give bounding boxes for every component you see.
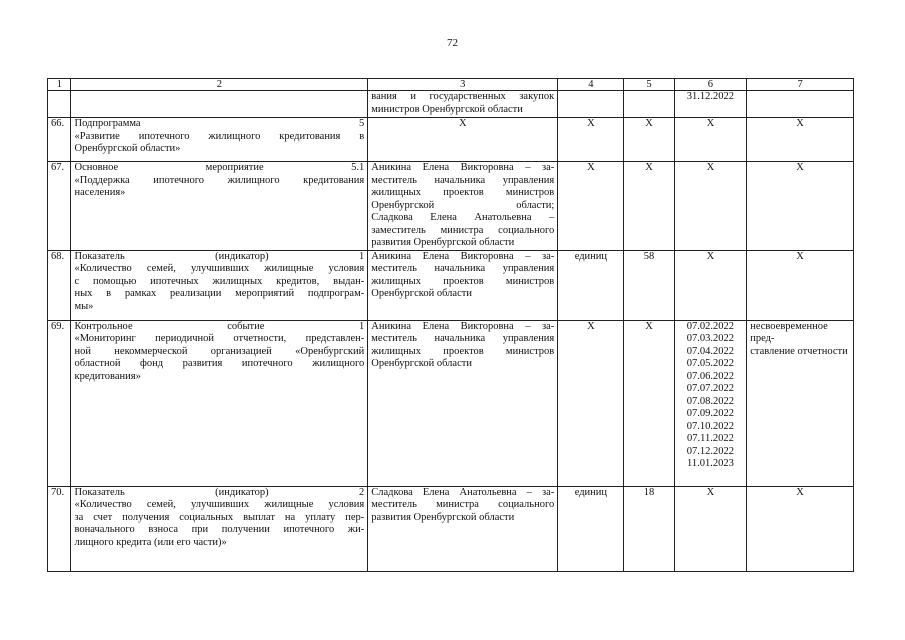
cell-line: 07.08.2022	[686, 395, 735, 407]
row-number: 68.	[48, 250, 71, 320]
dates	[674, 118, 747, 162]
cell-line: вания и государственных закупок	[371, 91, 555, 102]
value: X	[624, 118, 674, 162]
table-row	[48, 486, 854, 571]
cell-line: лищного кредита (или его части)»	[74, 536, 227, 548]
cell-line: X	[706, 250, 715, 262]
row-number: 70.	[48, 486, 71, 571]
cell-line: Сладкова Елена Анатольевна –	[371, 212, 555, 223]
unit: единиц	[558, 486, 624, 571]
cell-line: X	[706, 486, 715, 498]
cell-line: X	[706, 162, 715, 173]
cell-line: Показатель (индикатор) 1	[74, 250, 365, 262]
responsible	[368, 320, 558, 486]
cell-line: кредитования»	[74, 370, 141, 382]
cell-line: 07.12.2022	[686, 445, 735, 457]
responsible	[368, 91, 558, 118]
cell-line: с помощью ипотечных жилищных кредитов, выдан-	[74, 275, 365, 287]
cell-line: 11.01.2023	[686, 458, 734, 469]
row-number: 69.	[48, 320, 71, 486]
cell-line: 07.11.2022	[686, 433, 734, 444]
cell-line: «Количество семей, улучшивших жилищные условия	[74, 263, 365, 274]
table-body	[48, 91, 854, 572]
item-name	[71, 91, 368, 118]
cell-line: ных в рамках реализации мероприятий подпрограм-	[74, 288, 365, 299]
dates	[674, 250, 747, 320]
cell-line: заместитель министра социального	[371, 224, 555, 236]
cell-line: министров Оренбургской области	[371, 103, 523, 115]
cell-line: 07.10.2022	[686, 420, 735, 432]
cell-line: населения»	[74, 187, 126, 198]
cell-line: Аникина Елена Викторовна – за-	[371, 250, 555, 262]
cell-line: X	[796, 250, 804, 262]
cell-line: 07.06.2022	[686, 370, 735, 382]
cell-line: областной фонд развития ипотечного жилищного	[74, 358, 365, 369]
cell-line: Аникина Елена Викторовна – за-	[371, 162, 555, 173]
cell-line: развития Оренбургской области	[371, 511, 515, 523]
header-row	[48, 79, 854, 91]
risk	[747, 162, 854, 251]
cell-line: ставление отчетности	[750, 345, 848, 357]
item-name	[71, 162, 368, 251]
cell-line: «Поддержка ипотечного жилищного кредитования	[74, 174, 365, 186]
dates	[674, 91, 747, 118]
cell-line: Оренбургской области»	[74, 143, 181, 154]
cell-line: Аникина Елена Викторовна – за-	[371, 320, 555, 332]
cell-line: Контрольное событие 1	[74, 320, 365, 332]
cell-line: 07.05.2022	[686, 358, 735, 369]
plan-table	[47, 78, 854, 572]
row-number: 67.	[48, 162, 71, 251]
table-row	[48, 320, 854, 486]
row-number	[48, 91, 71, 118]
value: X	[624, 320, 674, 486]
unit: X	[558, 162, 624, 251]
cell-line: X	[796, 118, 804, 129]
value: X	[624, 162, 674, 251]
cell-line: ной некоммерческой организацией «Оренбургский	[74, 345, 365, 357]
header-col-1: 1	[48, 79, 71, 91]
cell-line: X	[458, 118, 467, 129]
cell-line: 07.02.2022	[686, 320, 735, 332]
value	[624, 91, 674, 118]
cell-line: Подпрограмма 5	[74, 118, 365, 129]
cell-line: 07.04.2022	[686, 345, 735, 357]
cell-line: Оренбургской области;	[371, 199, 555, 211]
cell-line: X	[706, 118, 715, 129]
item-name	[71, 250, 368, 320]
dates	[674, 162, 747, 251]
header-col-3: 3	[368, 79, 558, 91]
cell-line: меститель начальника управления	[371, 263, 555, 274]
responsible	[368, 118, 558, 162]
cell-line: 31.12.2022	[686, 91, 735, 102]
dates	[674, 486, 747, 571]
cell-line: Показатель (индикатор) 2	[74, 486, 365, 498]
cell-line: меститель начальника управления	[371, 174, 555, 186]
responsible	[368, 486, 558, 571]
cell-line: Оренбургской области	[371, 288, 472, 299]
cell-line: мы»	[74, 300, 94, 312]
dates	[674, 320, 747, 486]
table-row	[48, 118, 854, 162]
responsible	[368, 162, 558, 251]
cell-line: меститель министра социального	[371, 499, 555, 510]
row-number: 66.	[48, 118, 71, 162]
cell-line: за счет получения социальных выплат на уплату пер-	[74, 511, 365, 523]
header-col-2: 2	[71, 79, 368, 91]
unit: X	[558, 118, 624, 162]
cell-line: Сладкова Елена Анатольевна – за-	[371, 486, 555, 498]
header-col-7: 7	[747, 79, 854, 91]
header-col-4: 4	[558, 79, 624, 91]
header-col-6: 6	[674, 79, 747, 91]
header-col-5: 5	[624, 79, 674, 91]
cell-line: Оренбургской области	[371, 358, 472, 369]
cell-line: «Количество семей, улучшивших жилищные условия	[74, 499, 365, 510]
risk	[747, 91, 854, 118]
cell-line: «Мониторинг периодичной отчетности, представлен-	[74, 333, 365, 344]
cell-line: меститель начальника управления	[371, 333, 555, 344]
cell-line: 07.03.2022	[686, 333, 735, 344]
unit	[558, 91, 624, 118]
cell-line: «Развитие ипотечного жилищного кредитования в	[74, 130, 365, 142]
page-number: 72	[447, 37, 458, 49]
value: 18	[624, 486, 674, 571]
risk	[747, 118, 854, 162]
cell-line: жилищных проектов министров	[371, 345, 555, 357]
cell-line: развития Оренбургской области	[371, 237, 515, 248]
cell-line: 07.07.2022	[686, 383, 735, 394]
item-name	[71, 320, 368, 486]
risk	[747, 486, 854, 571]
table-row	[48, 91, 854, 118]
cell-line: жилищных проектов министров	[371, 187, 555, 198]
cell-line: X	[796, 486, 804, 498]
cell-line: X	[796, 162, 804, 173]
table-row	[48, 162, 854, 251]
cell-line: несвоевременное пред-	[750, 320, 828, 344]
item-name	[71, 486, 368, 571]
cell-line: 07.09.2022	[686, 408, 735, 419]
item-name	[71, 118, 368, 162]
unit: X	[558, 320, 624, 486]
table-row	[48, 250, 854, 320]
cell-line: жилищных проектов министров	[371, 275, 555, 287]
unit: единиц	[558, 250, 624, 320]
cell-line: Основное мероприятие 5.1	[74, 162, 365, 173]
cell-line: воначального взноса при получении ипотечного жи-	[74, 524, 365, 535]
responsible	[368, 250, 558, 320]
risk	[747, 320, 854, 486]
value: 58	[624, 250, 674, 320]
risk	[747, 250, 854, 320]
